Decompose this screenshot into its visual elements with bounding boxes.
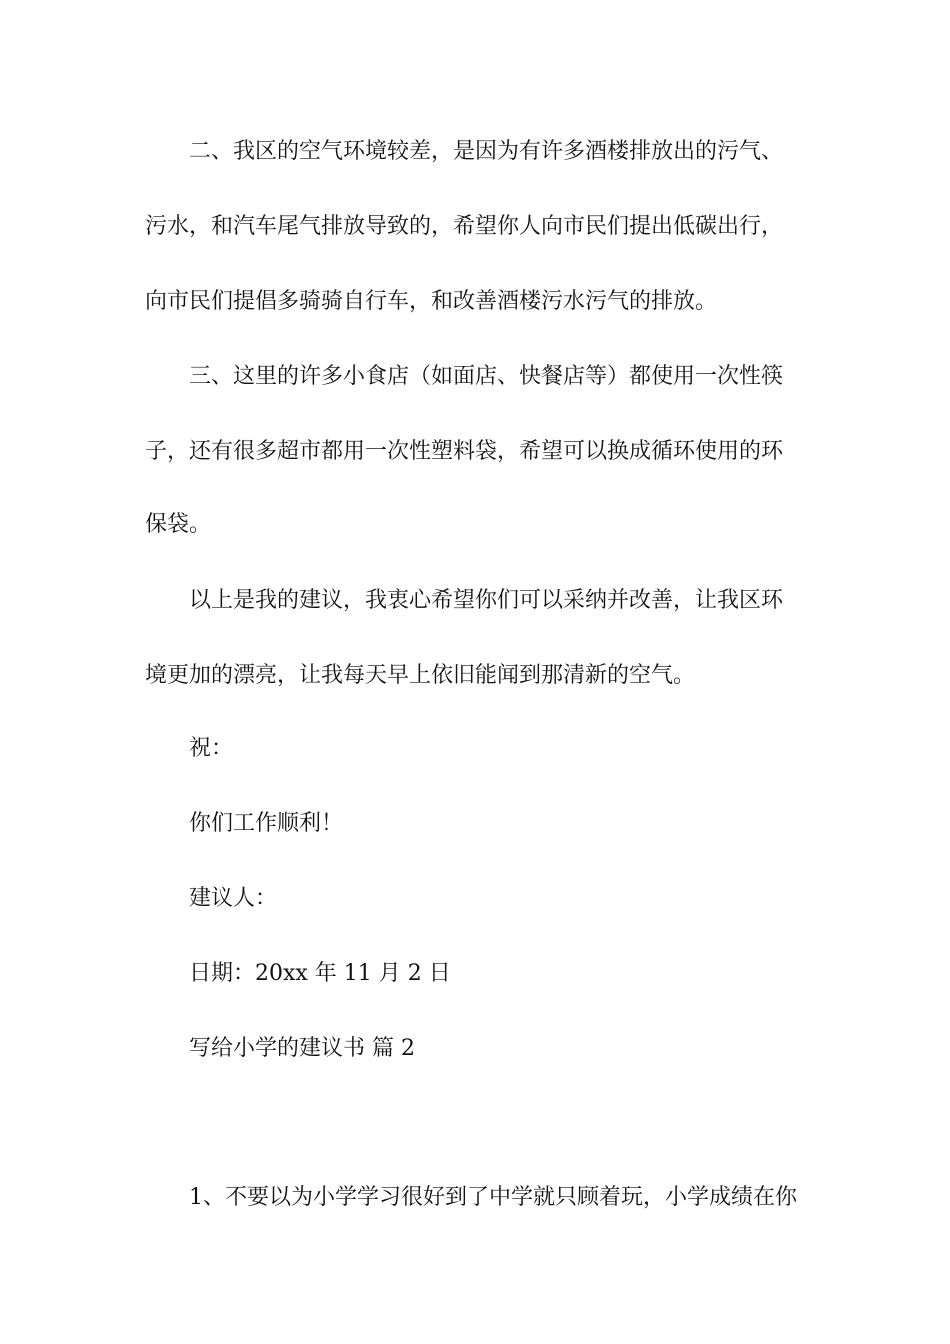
closing-greeting: 祝： xyxy=(189,736,234,761)
signer-label: 建议人： xyxy=(189,886,278,911)
date-line: 日期：20xx 年 11 月 2 日 xyxy=(189,961,451,986)
paragraph-2-line-2: 污水，和汽车尾气排放导致的，希望你人向市民们提出低碳出行， xyxy=(145,214,784,239)
next-paragraph-line-1: 1、不要以为小学学习很好到了中学就只顾着玩，小学成绩在你 xyxy=(189,1185,797,1210)
paragraph-3-line-1: 三、这里的许多小食店（如面店、快餐店等）都使用一次性筷 xyxy=(189,364,784,389)
paragraph-3-line-2: 子，还有很多超市都用一次性塑料袋，希望可以换成循环使用的环 xyxy=(145,439,784,464)
closing-wish: 你们工作顺利！ xyxy=(189,811,344,836)
paragraph-2-line-1: 二、我区的空气环境较差，是因为有许多酒楼排放出的污气、 xyxy=(189,139,784,164)
conclusion-line-2: 境更加的漂亮，让我每天早上依旧能闻到那清新的空气。 xyxy=(145,663,696,688)
paragraph-3-line-3: 保袋。 xyxy=(145,512,212,537)
section-title: 写给小学的建议书 篇 2 xyxy=(189,1036,415,1061)
paragraph-2-line-3: 向市民们提倡多骑骑自行车，和改善酒楼污水污气的排放。 xyxy=(145,289,718,314)
conclusion-line-1: 以上是我的建议，我衷心希望你们可以采纳并改善，让我区环 xyxy=(189,588,784,613)
